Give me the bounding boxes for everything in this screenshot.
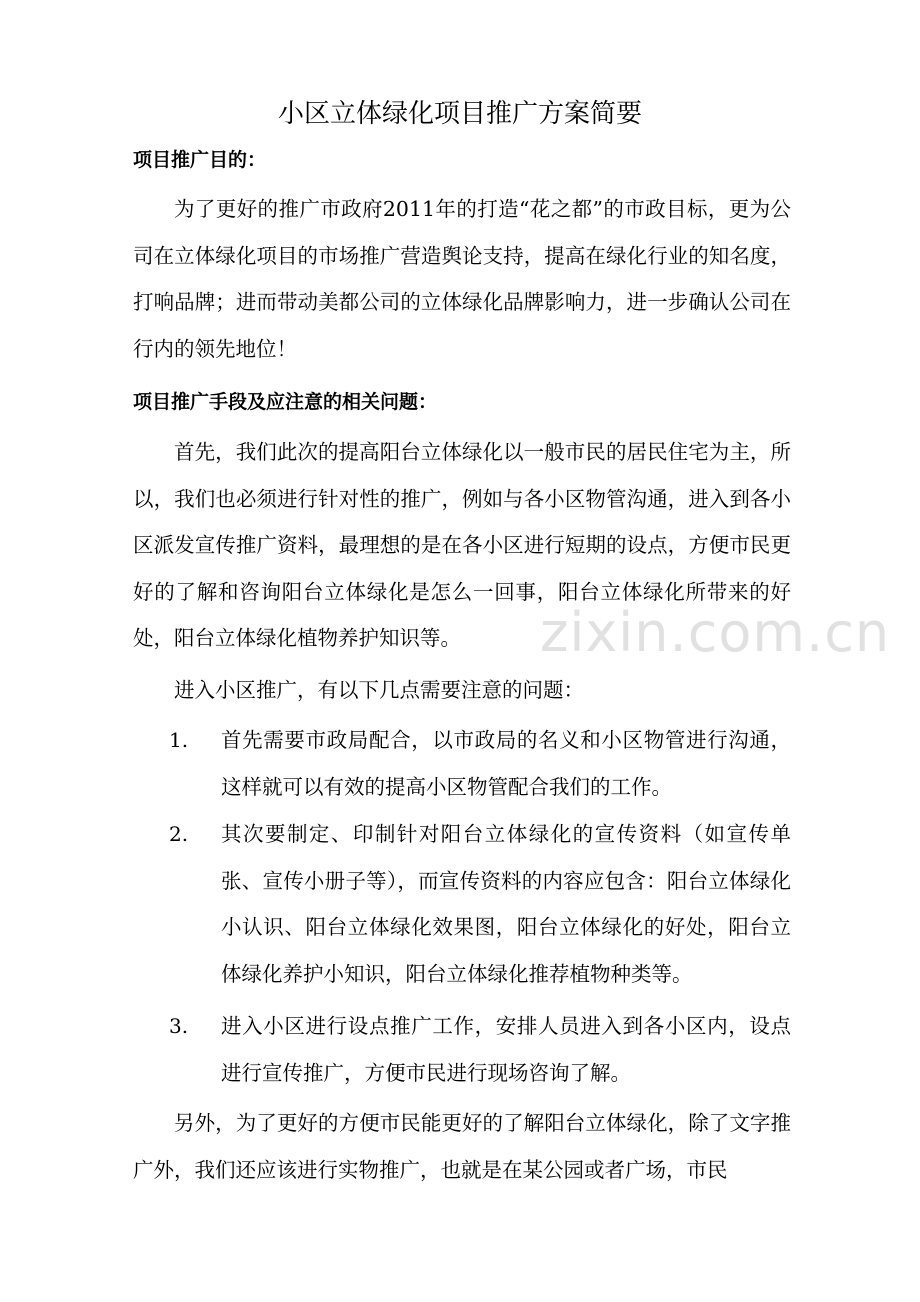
list-item-number: 3. [169,1014,189,1038]
paragraph-methods-intro: 首先，我们此次的提高阳台立体绿化以一般市民的居民住宅为主，所以，我们也必须进行针对性的推广，例如与各小区物管沟通，进入到各小区派发宣传推广资料，最理想的是在各小区进行短期的设点，方便市民更好的了解和咨询阳台立体绿化是怎么一回事，阳台立体绿化所带来的好处，阳台立体绿化植物养护知识等。 [133,440,791,651]
list-item-text: 其次要制定、印制针对阳台立体绿化的宣传资料（如宣传单张、宣传小册子等），而宣传资料的内容应包含：阳台立体绿化小认识、阳台立体绿化效果图，阳台立体绿化的好处，阳台立体绿化养护小知识，阳台立体绿化推荐植物种类等。 [221,822,791,986]
paragraph-additional: 另外，为了更好的方便市民能更好的了解阳台立体绿化，除了文字推广外，我们还应该进行实物推广，也就是在某公园或者广场，市民 [133,1111,791,1182]
document-title: 小区立体绿化项目推广方案简要 [277,99,642,129]
paragraph-purpose: 为了更好的推广市政府2011年的打造“花之都”的市政目标，更为公司在立体绿化项目的市场推广营造舆论支持，提高在绿化行业的知名度，打响品牌；进而带动美都公司的立体绿化品牌影响力，进一步确认公司在行内的领先地位！ [133,197,791,361]
list-item-number: 1. [169,728,189,752]
section-heading-methods: 项目推广手段及应注意的相关问题： [133,391,438,413]
watermark-text: zixin.com.cn [540,601,891,664]
paragraph-notes-intro: 进入小区推广，有以下几点需要注意的问题： [174,678,584,702]
list-item-text: 首先需要市政局配合，以市政局的名义和小区物管进行沟通，这样就可以有效的提高小区物管配合我们的工作。 [221,728,791,799]
list-item-number: 2. [169,822,189,846]
section-heading-purpose: 项目推广目的： [133,149,267,171]
list-item-text: 进入小区进行设点推广工作，安排人员进入到各小区内，设点进行宣传推广，方便市民进行现场咨询了解。 [221,1014,791,1085]
